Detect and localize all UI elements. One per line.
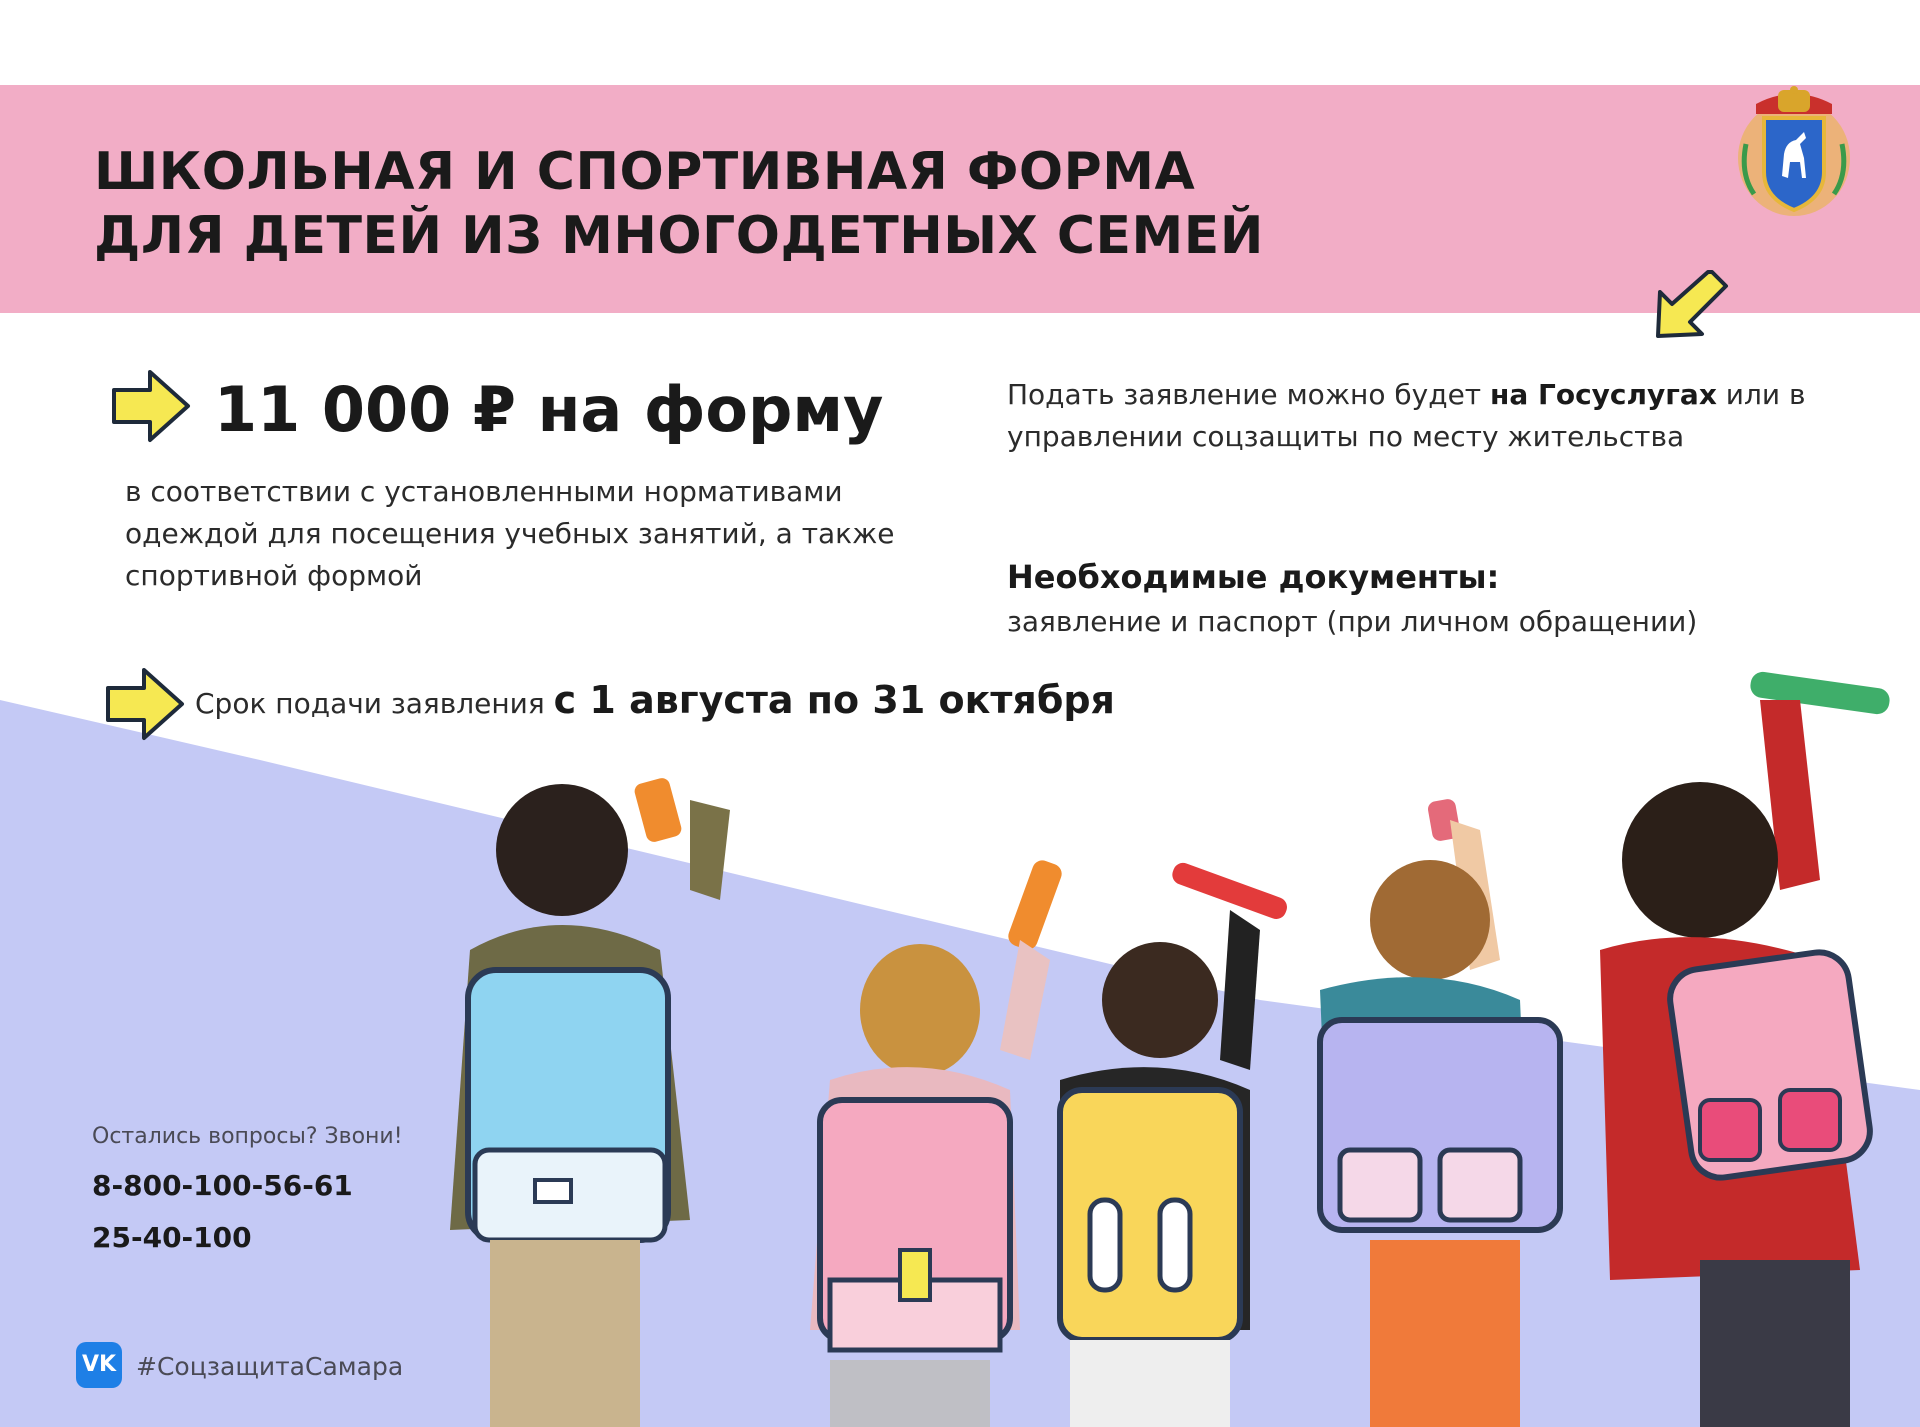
title-line-1: ШКОЛЬНАЯ И СПОРТИВНАЯ ФОРМА	[94, 142, 1196, 202]
kid-2	[810, 858, 1064, 1427]
deadline-period: с 1 августа по 31 октября	[553, 678, 1115, 722]
kid-3	[1060, 860, 1290, 1427]
documents-title: Необходимые документы:	[1007, 558, 1500, 596]
vk-icon[interactable]: VK	[76, 1342, 122, 1388]
deadline-label: Срок подачи заявления	[195, 687, 554, 720]
phone-number-1[interactable]: 8-800-100-56-61	[92, 1169, 353, 1202]
kid-4	[1320, 798, 1560, 1427]
benefit-amount: 11 000 ₽ на форму	[214, 373, 884, 446]
apply-text-before: Подать заявление можно будет	[1007, 378, 1491, 411]
kid-5	[1600, 670, 1891, 1427]
hashtag[interactable]: #СоцзащитаСамара	[136, 1352, 404, 1381]
documents-text: заявление и паспорт (при личном обращении)	[1007, 605, 1698, 638]
phone-number-2[interactable]: 25-40-100	[92, 1221, 252, 1254]
contacts-question: Остались вопросы? Звони!	[92, 1124, 403, 1149]
benefit-description: в соответствии с установленными нормативами одеждой для посещения учебных занятий, а также спортивной формой	[125, 475, 895, 592]
apply-gosuslugi: на Госуслугах	[1490, 378, 1717, 411]
apply-text-after: или в управлении соцзащиты по месту жительства	[1007, 378, 1806, 453]
title-line-2: ДЛЯ ДЕТЕЙ ИЗ МНОГОДЕТНЫХ СЕМЕЙ	[94, 206, 1264, 266]
kid-1	[450, 776, 730, 1427]
